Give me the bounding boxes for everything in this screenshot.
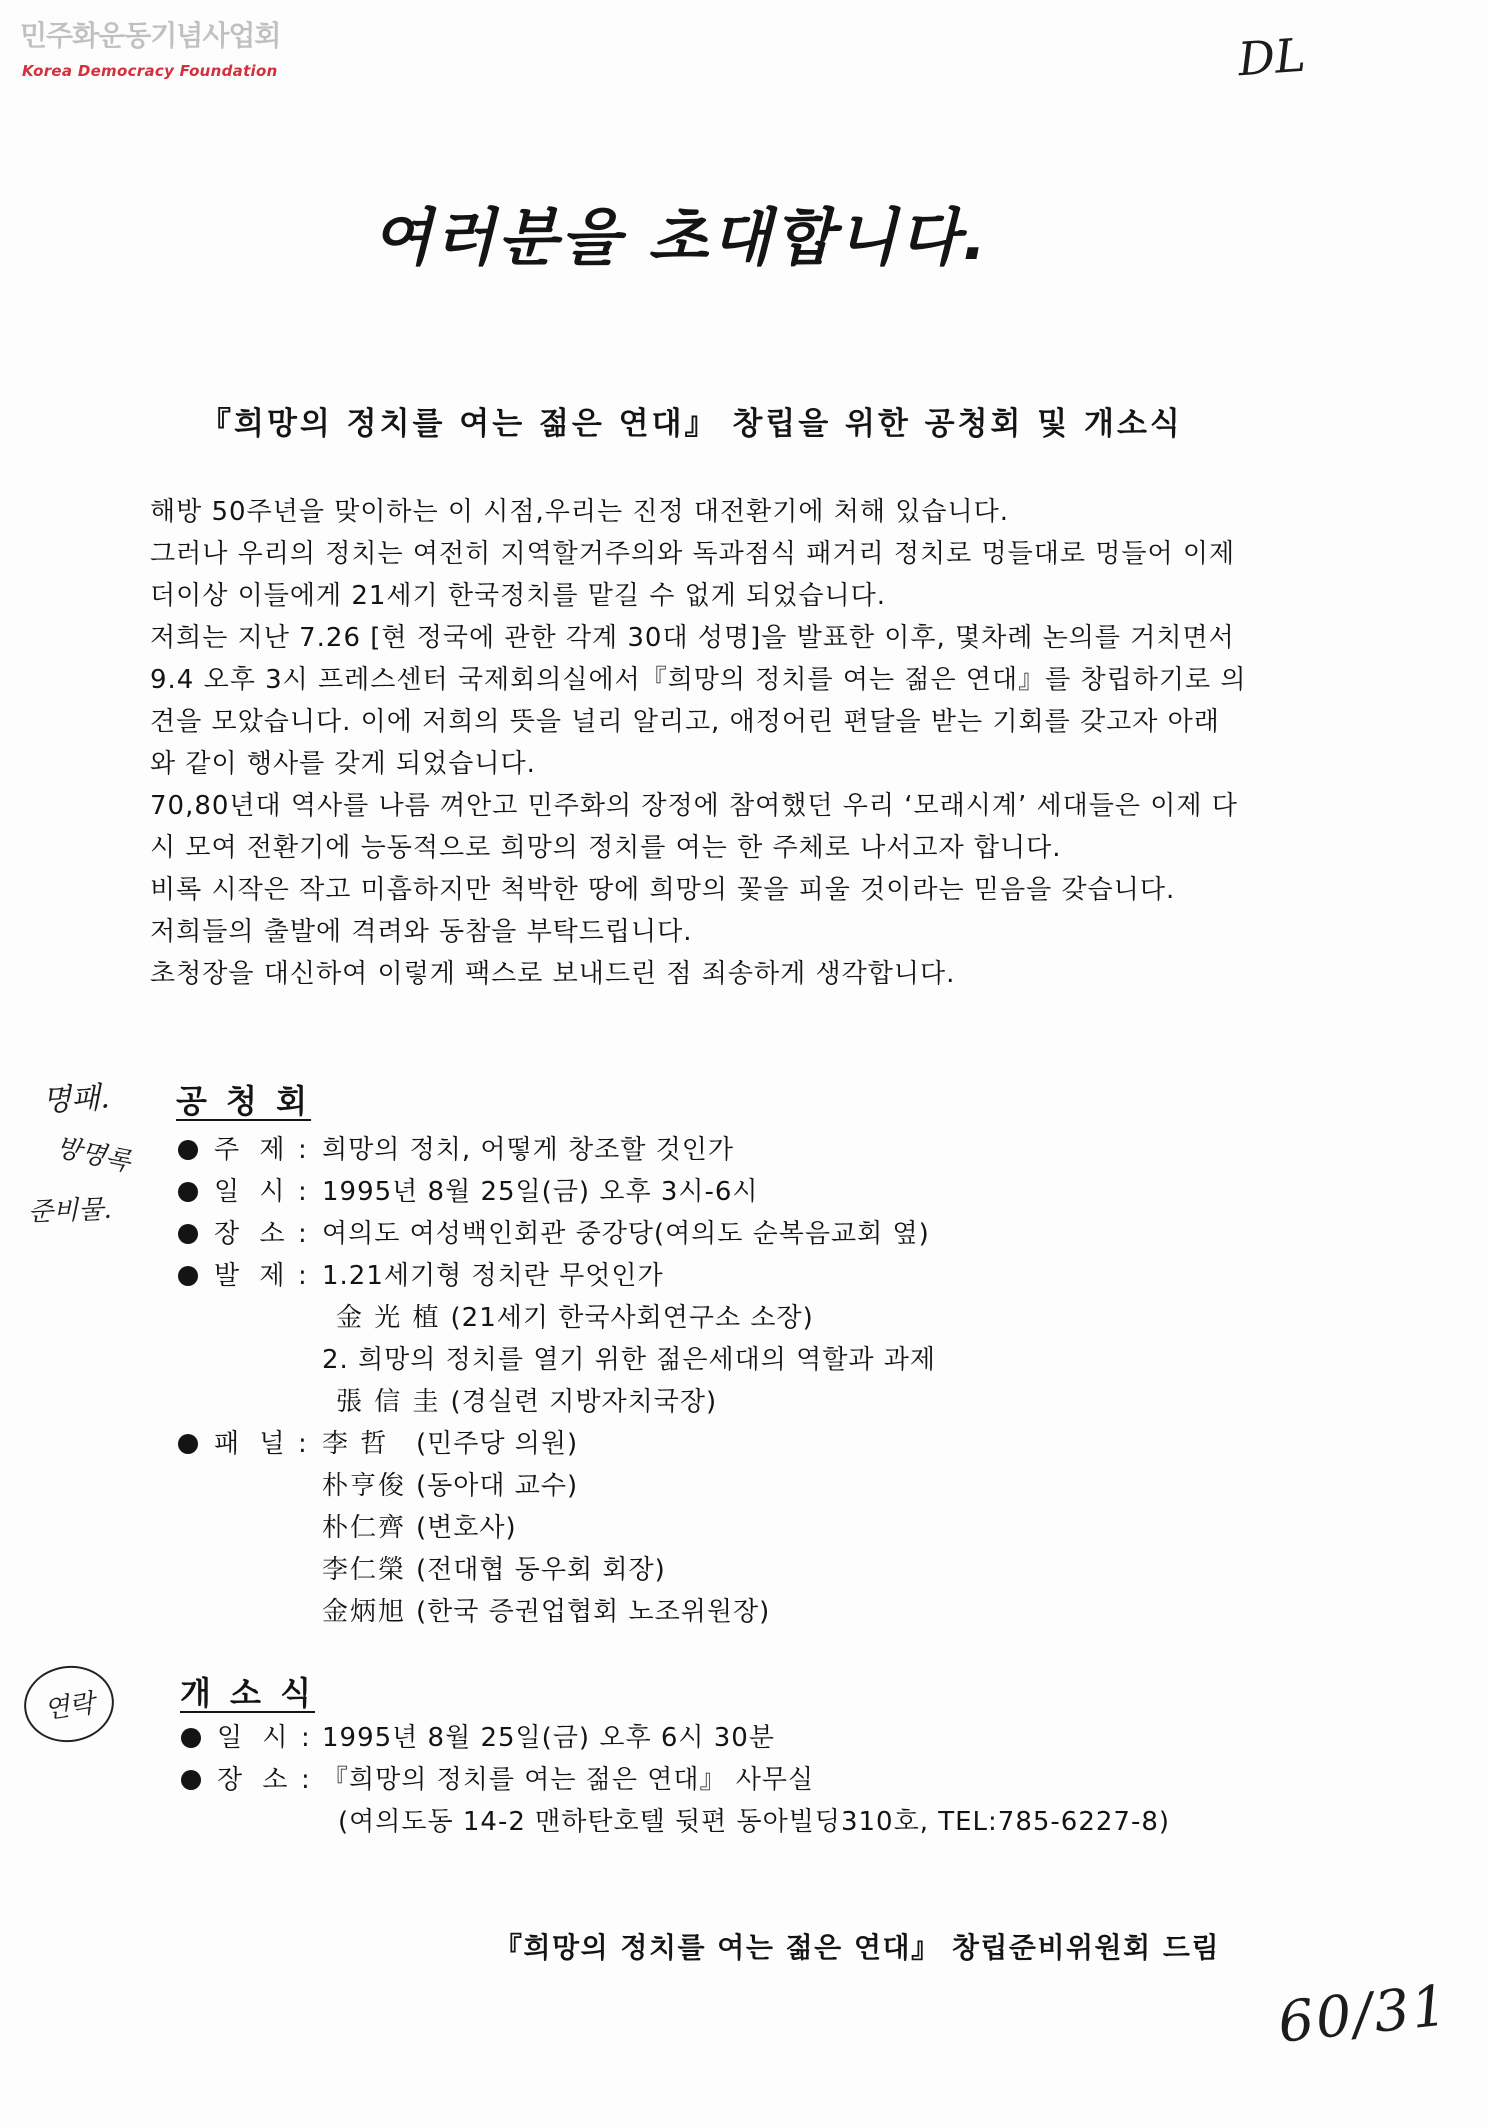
presenter-row xyxy=(0,1297,1488,1339)
panel-member-affiliation: (변호사) xyxy=(416,1513,517,1543)
handwritten-initials: DL xyxy=(1236,27,1308,87)
body-line: 초청장을 대신하여 이렇게 팩스로 보내드린 점 죄송하게 생각합니다. xyxy=(150,959,956,989)
panel-member xyxy=(322,1507,517,1549)
field-label: 일 시 xyxy=(217,1723,294,1753)
body-line: 견을 모았습니다. 이에 저희의 뜻을 널리 알리고, 애정어린 편달을 받는 기회를 갖고자 아래 xyxy=(150,707,1220,737)
handwritten-note: 준비물. xyxy=(27,1194,113,1228)
body-line: 비록 시작은 작고 미흡하지만 척박한 땅에 희망의 꽃을 피울 것이라는 믿음을 갖습니다. xyxy=(150,875,1176,905)
panel-member-name: 李 哲 xyxy=(322,1429,389,1459)
hearing-details xyxy=(0,1129,1488,1633)
opening-datetime-row xyxy=(0,1717,1488,1759)
field-label: 장 소 xyxy=(217,1765,294,1795)
watermark-english: Korea Democracy Foundation xyxy=(22,62,278,80)
page-title: 여러분을 초대합니다. xyxy=(372,201,990,274)
field-value: 1995년 8월 25일(금) 오후 3시-6시 xyxy=(322,1177,759,1207)
field-separator: : xyxy=(298,1219,307,1249)
presenter-row xyxy=(0,1381,1488,1423)
field-separator: : xyxy=(298,1135,307,1165)
hearing-presentation-row xyxy=(0,1255,1488,1297)
field-separator: : xyxy=(301,1723,310,1753)
panel-row xyxy=(0,1591,1488,1633)
presentation-topic: 1.21세기형 정치란 무엇인가 xyxy=(322,1261,664,1291)
field-label: 발 제 xyxy=(214,1261,291,1291)
page-subtitle: 『희망의 정치를 여는 젊은 연대』 창립을 위한 공청회 및 개소식 xyxy=(200,406,1183,442)
field-value: 희망의 정치, 어떻게 창조할 것인가 xyxy=(322,1135,734,1165)
panel-member-name: 朴仁齊 xyxy=(322,1513,407,1543)
field-separator: : xyxy=(298,1261,307,1291)
bullet-icon xyxy=(181,1728,201,1748)
handwritten-circled-text: 연락 xyxy=(42,1688,97,1725)
body-line: 70,80년대 역사를 나름 껴안고 민주화의 장정에 참여했던 우리 ‘모래시계’ 세대들은 이제 다 xyxy=(150,791,1238,821)
bullet-icon xyxy=(178,1140,198,1160)
presenter-name: 張 信 圭 xyxy=(336,1387,441,1417)
field-label: 장 소 xyxy=(214,1219,291,1249)
panel-member xyxy=(322,1549,666,1591)
presenter-line xyxy=(336,1381,717,1423)
venue-address: (여의도동 14-2 맨하탄호텔 뒷편 동아빌딩310호, TEL:785-6227-8) xyxy=(338,1807,1171,1837)
field-label: 주 제 xyxy=(214,1135,291,1165)
handwritten-note: 명패. xyxy=(41,1080,111,1119)
presenter-affiliation: (21세기 한국사회연구소 소장) xyxy=(450,1303,814,1333)
field-separator: : xyxy=(298,1429,307,1459)
body-line: 시 모여 전환기에 능동적으로 희망의 정치를 여는 한 주체로 나서고자 합니다. xyxy=(150,833,1062,863)
hearing-heading: 공 청 회 xyxy=(176,1082,312,1120)
bullet-icon xyxy=(178,1266,198,1286)
hearing-datetime-row xyxy=(0,1171,1488,1213)
panel-member-affiliation: (동아대 교수) xyxy=(416,1471,579,1501)
opening-venue-row xyxy=(0,1759,1488,1801)
presenter-line xyxy=(336,1297,814,1339)
body-line: 그러나 우리의 정치는 여전히 지역할거주의와 독과점식 패거리 정치로 멍들대로 멍들어 이제 xyxy=(150,539,1236,569)
closing-signature: 『희망의 정치를 여는 젊은 연대』 창립준비위원회 드림 xyxy=(494,1931,1220,1964)
handwritten-note: 방명록 xyxy=(53,1132,134,1178)
body-line: 저희는 지난 7.26 [현 정국에 관한 각계 30대 성명]을 발표한 이후, 몇차례 논의를 거치면서 xyxy=(150,623,1235,653)
field-separator: : xyxy=(301,1765,310,1795)
body-line: 해방 50주년을 맞이하는 이 시점,우리는 진정 대전환기에 처해 있습니다. xyxy=(150,497,1009,527)
invitation-body xyxy=(150,491,1246,995)
panel-member-affiliation: (한국 증권업협회 노조위원장) xyxy=(416,1597,771,1627)
field-label: 패 널 xyxy=(214,1429,291,1459)
panel-row xyxy=(0,1465,1488,1507)
opening-heading: 개 소 식 xyxy=(180,1674,316,1712)
bullet-icon xyxy=(181,1770,201,1790)
panel-member-name: 金炳旭 xyxy=(322,1597,407,1627)
panel-member-name: 李仁榮 xyxy=(322,1555,407,1585)
presenter-name: 金 光 植 xyxy=(336,1303,441,1333)
opening-details xyxy=(0,1717,1488,1843)
panel-row xyxy=(0,1507,1488,1549)
presentation-topic: 2. 희망의 정치를 열기 위한 젊은세대의 역할과 과제 xyxy=(322,1345,936,1375)
hearing-venue-row xyxy=(0,1213,1488,1255)
panel-member-affiliation: (민주당 의원) xyxy=(416,1429,579,1459)
handwritten-page-number: 60/31 xyxy=(1275,1973,1453,2056)
field-value: 『희망의 정치를 여는 젊은 연대』 사무실 xyxy=(322,1765,815,1795)
panel-row xyxy=(0,1423,1488,1465)
panel-member-affiliation: (전대협 동우회 회장) xyxy=(416,1555,666,1585)
bullet-icon xyxy=(178,1434,198,1454)
body-line: 더이상 이들에게 21세기 한국정치를 맡길 수 없게 되었습니다. xyxy=(150,581,886,611)
field-value: 여의도 여성백인회관 중강당(여의도 순복음교회 옆) xyxy=(322,1219,930,1249)
watermark-korean: 민주화운동기념사업회 xyxy=(20,19,281,52)
panel-member xyxy=(322,1423,578,1465)
body-line: 9.4 오후 3시 프레스센터 국제회의실에서『희망의 정치를 여는 젊은 연대』를 창립하기로 의 xyxy=(150,665,1247,695)
panel-member xyxy=(322,1465,578,1507)
body-line: 와 같이 행사를 갖게 되었습니다. xyxy=(150,749,536,779)
panel-row xyxy=(0,1549,1488,1591)
panel-member xyxy=(322,1591,770,1633)
panel-member-name: 朴亨俊 xyxy=(322,1471,407,1501)
presenter-affiliation: (경실련 지방자치국장) xyxy=(450,1387,718,1417)
bullet-icon xyxy=(178,1224,198,1244)
field-value: 1995년 8월 25일(금) 오후 6시 30분 xyxy=(322,1723,775,1753)
bullet-icon xyxy=(178,1182,198,1202)
field-label: 일 시 xyxy=(214,1177,291,1207)
hearing-topic-row xyxy=(0,1129,1488,1171)
hearing-presentation-row xyxy=(0,1339,1488,1381)
body-line: 저희들의 출발에 격려와 동참을 부탁드립니다. xyxy=(150,917,693,947)
opening-address-row xyxy=(0,1801,1488,1843)
field-separator: : xyxy=(298,1177,307,1207)
